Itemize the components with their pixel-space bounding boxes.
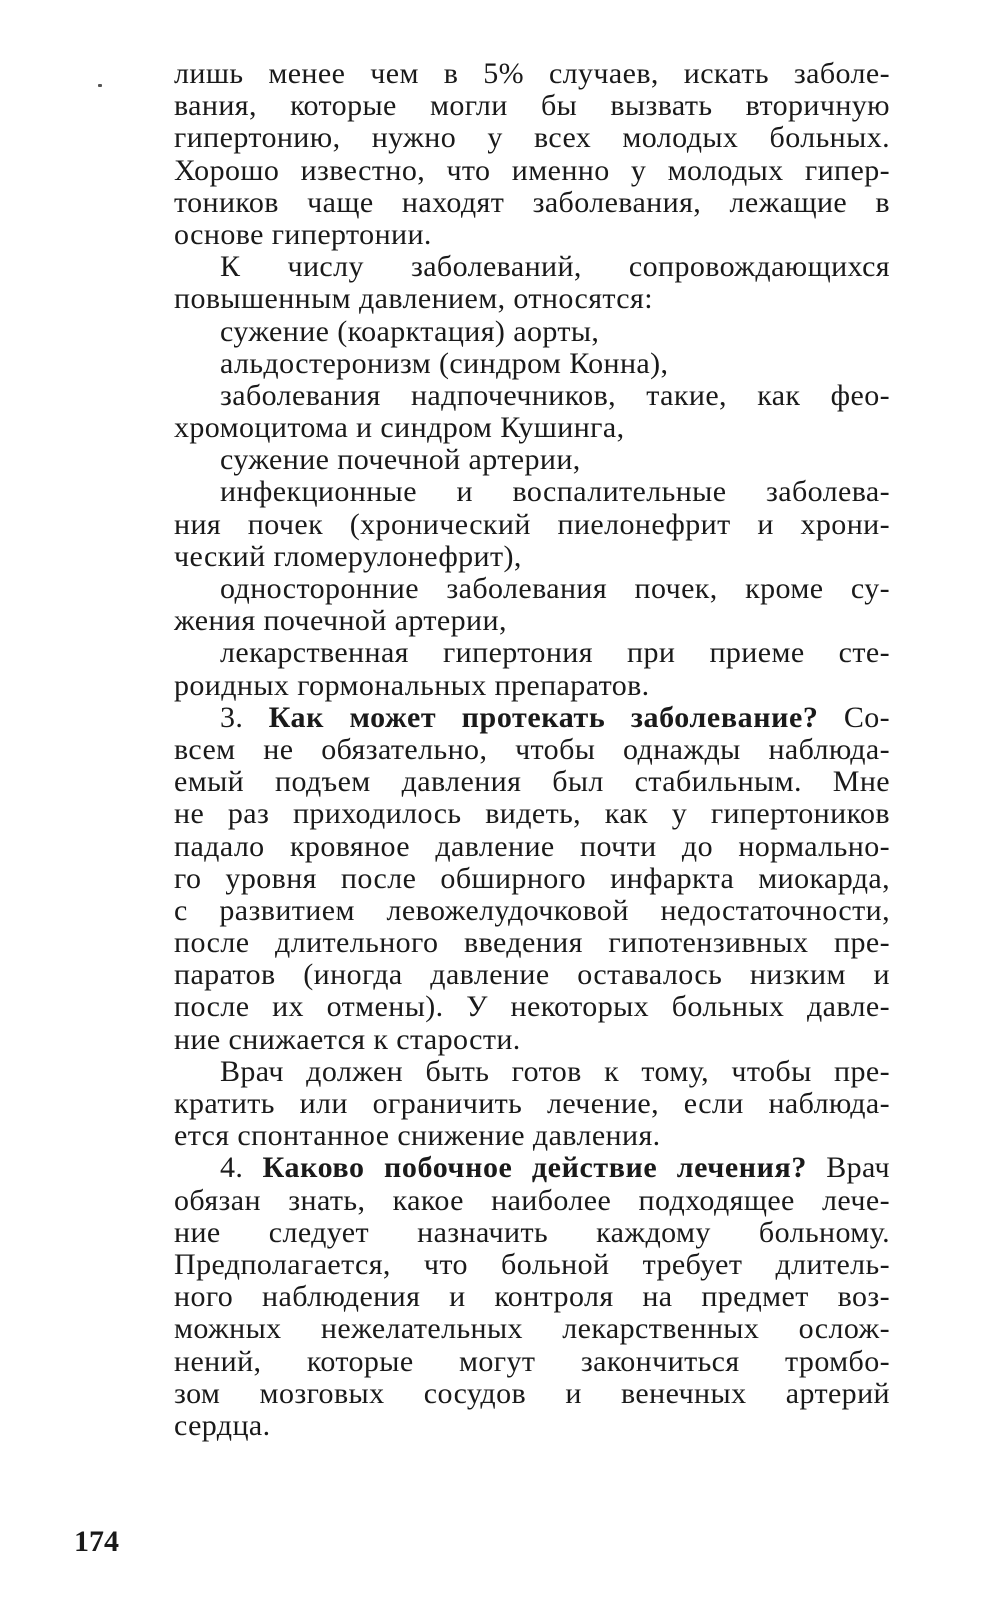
page-body: [174, 58, 890, 1442]
text-line: кратить или ограничить лечение, если наблюда-: [174, 1087, 890, 1120]
text-line: нений, которые могут закончиться тромбо-: [174, 1344, 890, 1378]
text-fragment: Врач: [826, 1151, 890, 1185]
text-line: всем не обязательно, чтобы однажды наблюда-: [174, 732, 890, 766]
text-line: основе гипертонии.: [174, 217, 432, 251]
text-line: зом мозговых сосудов и венечных артерий: [174, 1376, 890, 1410]
text-fragment: Со-: [843, 700, 891, 734]
text-line: Хорошо известно, что именно у молодых гипер-: [174, 153, 890, 187]
text-line: лишь менее чем в 5% случаев, искать заболе-: [174, 57, 890, 90]
text-line: ческий гломерулонефрит),: [174, 539, 522, 573]
text-line: гипертонию, нужно у всех молодых больных.: [174, 121, 890, 155]
section-heading: Как может протекать заболевание?: [268, 700, 819, 734]
list-item: лекарственная гипертония при приеме сте-: [220, 636, 890, 670]
text-line: вания, которые могли бы вызвать вторичную: [174, 89, 890, 123]
text-line: можных нежелательных лекарственных ослож-: [174, 1312, 890, 1346]
margin-mark: [98, 84, 102, 87]
text-line: емый подъем давления был стабильным. Мне: [174, 765, 890, 799]
list-item: сужение почечной артерии,: [220, 443, 581, 477]
text-line: с развитием левожелудочковой недостаточности,: [174, 893, 890, 927]
section-heading: Каково побочное действие лечения?: [262, 1151, 807, 1185]
section-number: 4.: [220, 1151, 244, 1185]
text-line: после их отмены). У некоторых больных давле-: [174, 990, 890, 1024]
text-line: хромоцитома и синдром Кушинга,: [174, 411, 625, 445]
text-line: сердца.: [174, 1408, 271, 1442]
text-line: го уровня после обширного инфаркта миокарда,: [174, 861, 890, 895]
list-item: сужение (коарктация) аорты,: [220, 314, 600, 348]
text-line: тоников чаще находят заболевания, лежащие в: [174, 185, 890, 219]
paragraph-start: Врач должен быть готов к тому, чтобы пре-: [220, 1054, 890, 1088]
list-item: односторонние заболевания почек, кроме су-: [220, 572, 890, 605]
text-line: падало кровяное давление почти до нормально-: [174, 829, 890, 863]
text-line: ется спонтанное снижение давления.: [174, 1119, 661, 1153]
text-line: жения почечной артерии,: [174, 604, 507, 638]
section-heading-line: [174, 702, 890, 734]
list-item: инфекционные и воспалительные заболева-: [220, 475, 890, 509]
text-line: повышенным давлением, относятся:: [174, 282, 653, 316]
paragraph-start: К числу заболеваний, сопровождающихся: [220, 250, 890, 284]
text-line: роидных гормональных препаратов.: [174, 668, 650, 702]
text-line: ние следует назначить каждому больному.: [174, 1215, 890, 1249]
text-line: паратов (иногда давление оставалось низким и: [174, 958, 890, 992]
text-line: не раз приходилось видеть, как у гипертоников: [174, 797, 890, 831]
text-line: ния почек (хронический пиелонефрит и хрони-: [174, 507, 890, 541]
section-heading-line: [174, 1152, 890, 1184]
text-line: обязан знать, какое наиболее подходящее лече-: [174, 1183, 890, 1217]
page-number: 174: [74, 1525, 119, 1558]
text-line: ние снижается к старости.: [174, 1022, 521, 1056]
text-line: Предполагается, что больной требует длитель-: [174, 1247, 890, 1281]
text-line: после длительного введения гипотензивных пре-: [174, 926, 890, 960]
list-item: заболевания надпочечников, такие, как фео-: [220, 378, 890, 412]
list-item: альдостеронизм (синдром Конна),: [220, 346, 669, 380]
section-number: 3.: [220, 700, 244, 734]
text-line: ного наблюдения и контроля на предмет воз-: [174, 1280, 890, 1314]
